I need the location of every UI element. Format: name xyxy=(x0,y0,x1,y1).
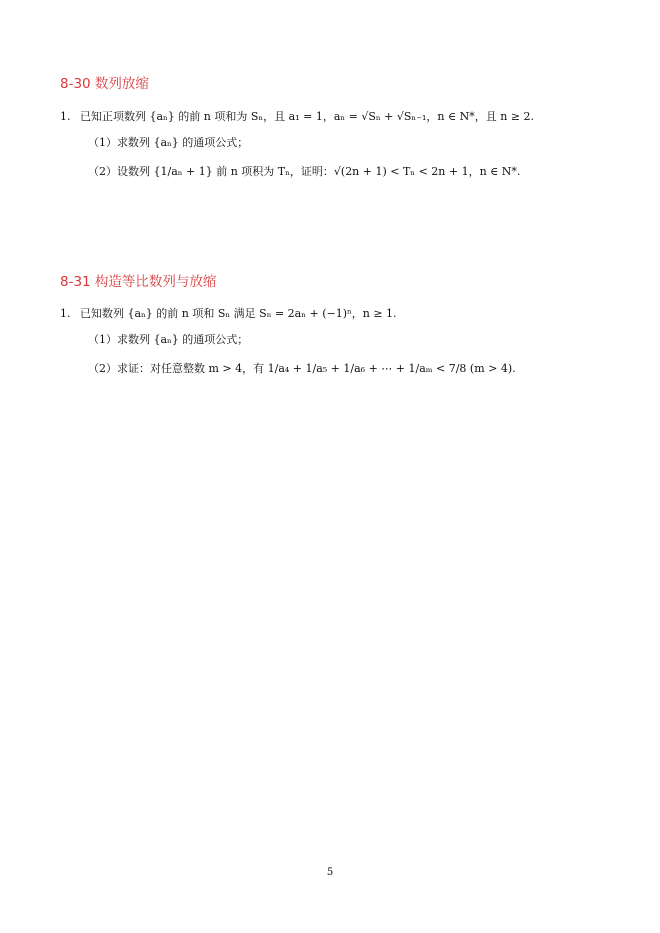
problem-part-2: （2）求证：对任意整数 m > 4，有 1/a₄ + 1/a₅ + 1/a₆ + ⋯ + 1/aₘ < 7/8 (m > 4). xyxy=(88,362,516,375)
problem-part-1: （1）求数列 {aₙ} 的通项公式； xyxy=(88,333,249,346)
section-heading-8-30: 8-30 数列放缩 xyxy=(60,76,149,92)
problem-statement: 已知数列 {aₙ} 的前 n 项和 Sₙ 满足 Sₙ = 2aₙ + (−1)ⁿ，n ≥ 1. xyxy=(80,307,397,320)
problem-number: 1. xyxy=(60,110,71,123)
section-heading-8-31: 8-31 构造等比数列与放缩 xyxy=(60,274,217,290)
problem-number: 1. xyxy=(60,307,71,320)
problem-statement: 已知正项数列 {aₙ} 的前 n 项和为 Sₙ，且 a₁ = 1，aₙ = √Sₙ + √Sₙ₋₁，n ∈ N*，且 n ≥ 2. xyxy=(80,110,535,123)
page-number: 5 xyxy=(326,867,334,878)
problem-part-2: （2）设数列 {1/aₙ + 1} 前 n 项积为 Tₙ，证明：√(2n + 1) < Tₙ < 2n + 1，n ∈ N*. xyxy=(88,165,521,178)
problem-part-1: （1）求数列 {aₙ} 的通项公式； xyxy=(88,136,249,149)
